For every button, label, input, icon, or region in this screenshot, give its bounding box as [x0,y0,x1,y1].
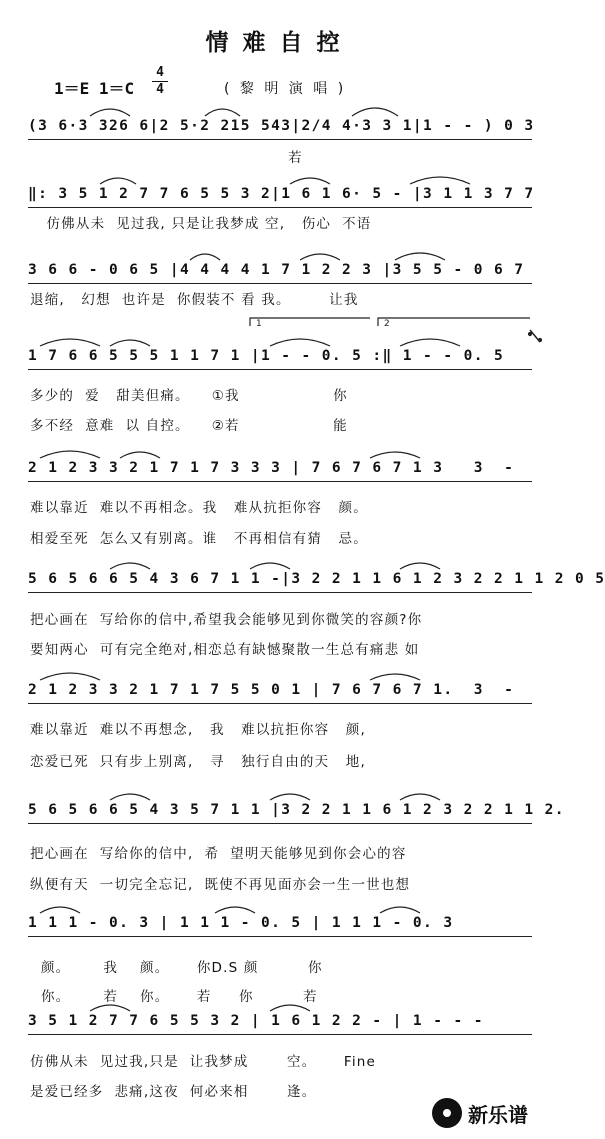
beat-underline [28,207,532,208]
notation-line: 2 1 2 3 3 2 1 7 1 7 5 5 0 1 | 7 6 7 6 7 1. 3 - [28,682,515,698]
time-signature [152,66,168,97]
notation-line: 5 6 5 6 6 5 4 3 6 7 1 1 -|3 2 2 1 1 6 1 2 3 2 2 1 1 2 0 5 [28,571,605,587]
segno-dot-icon [529,333,532,336]
lyric-line: 你。 若 你。 若 你 若 [30,989,318,1005]
meter-top: 4 [156,65,164,80]
key-signature: 1＝E 1＝C [54,79,135,98]
slur [290,178,330,184]
lyric-line: 若 [30,150,303,166]
slur [190,254,220,260]
slur [250,563,290,569]
lyric-line: 多少的 爱 甜美但痛。 ①我 你 [30,388,348,404]
slur [40,339,100,346]
beat-underline [28,936,532,937]
slur [40,451,100,458]
meter-bottom: 4 [156,82,164,97]
slur [100,178,136,184]
slur [370,674,420,680]
lyric-line: 是爱已经多 悲痛,这夜 何必来相 逢。 [30,1084,317,1100]
slur [110,794,150,800]
slur [40,907,80,913]
song-title: 情难自控 [205,30,354,56]
notation-line: 1 1 1 - 0. 3 | 1 1 1 - 0. 5 | 1 1 1 - 0. 3 [28,915,454,931]
slur [110,340,150,346]
slur [40,673,100,680]
notation-line: 3 6 6 - 0 6 5 |4 4 4 4 1 7 1 2 2 3 |3 5 5 - 0 6 7 [28,262,525,278]
segno-mark-icon [530,330,540,342]
slur [395,253,445,260]
slur [400,339,460,346]
slur [270,794,310,800]
volta-bracket-2 [378,318,530,326]
notation-line: 1 7 6 6 5 5 5 1 1 7 1 |1 - - 0. 5 :‖ 1 - - 0. 5 [28,348,505,364]
volta-label-2: 2 [384,319,390,329]
beat-underline [28,481,532,482]
record-disc-icon [432,1098,462,1128]
slur [270,339,330,346]
site-logo [432,1098,528,1128]
lyric-line: 相爱至死 怎么又有别离。谁 不再相信有猜 忌。 [30,531,368,547]
notation-line: 3 5 1 2 7 7 6 5 5 3 2 | 1 6 1 2 2 - | 1 - - - [28,1013,484,1029]
notation-line: ‖: 3 5 1 2 7 7 6 5 5 3 2|1 6 1 6· 5 - |3 1 1 3 7 7 [28,186,535,202]
notation-line: 5 6 5 6 6 5 4 3 5 7 1 1 |3 2 2 1 1 6 1 2 3 2 2 1 1 2. [28,802,565,818]
lyric-line: 颜。 我 颜。 你D.S 颜 你 [30,960,323,976]
lyric-line: 难以靠近 难以不再想念, 我 难以抗拒你容 颜, [30,722,366,738]
beat-underline [28,139,532,140]
volta-bracket-1 [250,318,370,326]
slur [400,563,440,569]
lyric-line: 退缩, 幻想 也许是 你假装不 看 我。 让我 [30,292,359,308]
lyric-line: 仿佛从未 见过我, 只是让我梦成 空, 伤心 不语 [30,216,372,232]
beat-underline [28,703,532,704]
slur [90,109,130,116]
slur [90,1005,130,1011]
slur [205,109,240,116]
beat-underline [28,592,532,593]
slur [270,1005,310,1011]
beat-underline [28,1034,532,1035]
lyric-line: 要知两心 可有完全绝对,相恋总有缺憾聚散一生总有痛悲 如 [30,642,420,658]
beat-underline [28,369,532,370]
lyric-line: 恋爱已死 只有步上别离, 寻 独行自由的天 地, [30,754,366,770]
lyric-line: 难以靠近 难以不再相念。我 难从抗拒你容 颜。 [30,500,368,516]
slur [300,254,340,260]
notation-line: 2 1 2 3 3 2 1 7 1 7 3 3 3 | 7 6 7 6 7 1 3 3 - [28,460,515,476]
singer-credit: ( 黎 明 演 唱 ) [224,81,347,97]
notation-line: (3 6·3 326 6|2 5·2 215 543|2/4 4·3 3 1|1 - - ) 0 3 [28,118,535,134]
beat-underline [28,823,532,824]
slur [110,563,150,569]
slur [120,452,160,458]
lyric-line: 多不经 意难 以 自控。 ②若 能 [30,418,348,434]
beat-underline [28,283,532,284]
logo-text: 新乐谱 [468,1102,528,1127]
lyric-line: 把心画在 写给你的信中, 希 望明天能够见到你会心的容 [30,846,407,862]
slur [352,108,398,116]
slur [410,177,470,184]
slur [215,907,255,913]
volta-label-1: 1 [256,319,262,329]
slur [380,907,420,913]
lyric-line: 仿佛从未 见过我,只是 让我梦成 空。 Fine [30,1054,377,1070]
lyric-line: 纵便有天 一切完全忘记, 既使不再见面亦会一生一世也想 [30,877,411,893]
segno-dot-icon [539,339,542,342]
slur [400,794,440,800]
slur [370,452,420,458]
lyric-line: 把心画在 写给你的信中,希望我会能够见到你微笑的容颜?你 [30,612,423,628]
